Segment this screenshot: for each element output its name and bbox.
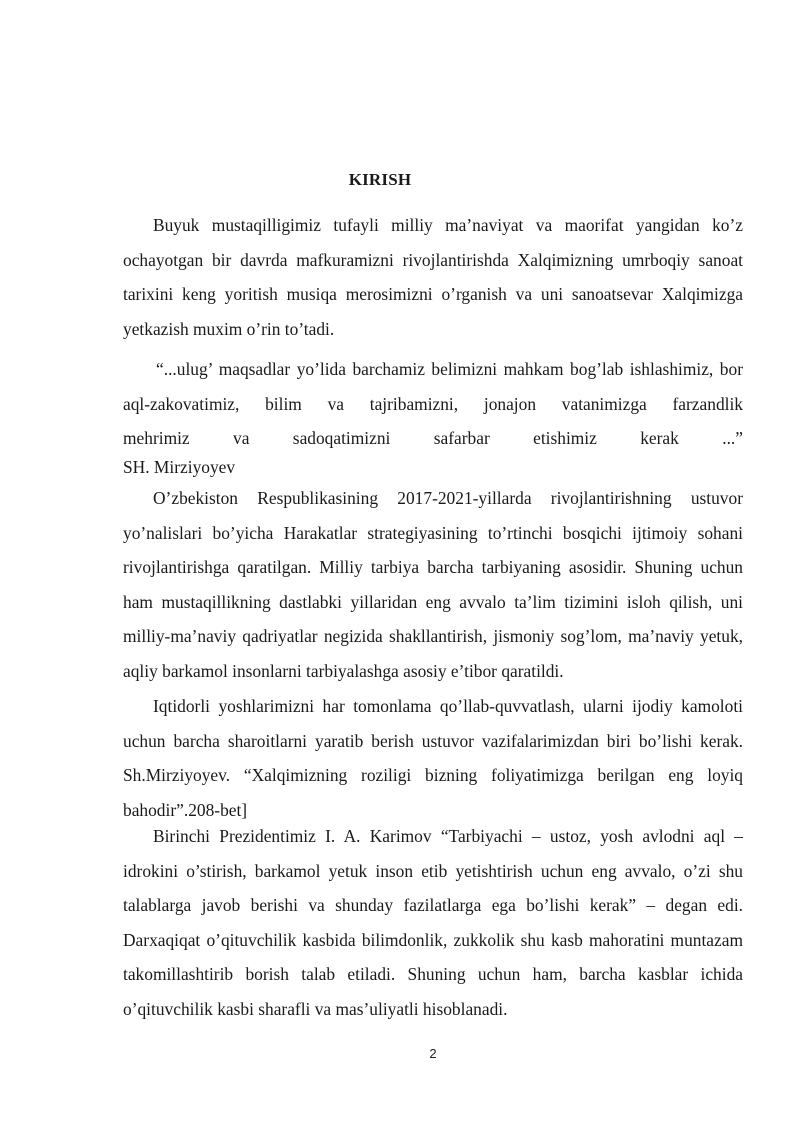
quote-author: SH. Mirziyoyev (123, 457, 236, 477)
paragraph-text: Buyuk mustaqilligimiz tufayli milliy ma’naviyat va maorifat yangidan ko’z ochayotgan bir davrda mafkuramizni rivojlantirishda Xalqimizning umrboqiy sanoat tarixini keng yoritish musiqa merosimizni o’rganish va uni sanoatsevar Xalqimizga yetkazish muxim o’rin to’tadi. (123, 215, 743, 339)
paragraph-strategy (123, 481, 743, 688)
quote-last-line: mehrimiz va sadoqatimizni safarbar etishimiz kerak ...” (123, 428, 743, 448)
paragraph-text: O’zbekiston Respublikasining 2017-2021-yillarda rivojlantirishning ustuvor yo’nalislari bo’yicha Harakatlar strategiyasining to’rtinchi bosqichi ijtimoiy sohani rivojlantirishga qaratilgan. Milliy tarbiya barcha tarbiyaning asosidir. Shuning uchun ham mustaqillikning dastlabki yillaridan eng avvalo ta’lim tizimini isloh qilish, uni milliy-ma’naviy qadriyatlar negizida shakllantirish, jismoniy sog’lom, ma’naviy yetuk, aqliy barkamol insonlarni tarbiyalashga asosiy e’tibor qaratildi. (123, 488, 743, 681)
paragraph-karimov (123, 819, 743, 1026)
page-title: KIRISH (348, 170, 412, 189)
paragraph-text: Birinchi Prezidentimiz I. A. Karimov “Tarbiyachi – ustoz, yosh avlodni aql – idrokini o’stirish, barkamol yetuk inson etib yetishtirish uchun eng avvalo, o’zi shu talablarga javob berishi va shunday fazilatlarga ega bo’lishi kerak” – degan edi. Darxaqiqat o’qituvchilik kasbida bilimdonlik, zukkolik shu kasb mahoratini muntazam takomillashtirib borish talab etiladi. Shuning uchun ham, barcha kasblar ichida o’qituvchilik kasbi sharafli va mas’uliyatli hisoblanadi. (123, 826, 743, 1019)
page-number: 2 (429, 1046, 437, 1061)
quote-paragraph (123, 352, 743, 421)
paragraph-intro (123, 208, 743, 346)
paragraph-text: Iqtidorli yoshlarimizni har tomonlama qo’llab-quvvatlash, ularni ijodiy kamoloti uchun barcha sharoitlarni yaratib berish ustuvor vazifalarimizdan biri bo’lishi kerak. Sh.Mirziyoyev. “Xalqimizning roziligi bizning foliyatimizga berilgan eng loyiq bahodir”.208-bet] (123, 696, 743, 820)
quote-text: “...ulug’ maqsadlar yo’lida barchamiz belimizni mahkam bog’lab ishlashimiz, bor aql-zakovatimiz, bilim va tajribamizni, jonajon vatanimizga farzandlik (123, 359, 743, 414)
paragraph-youth (123, 689, 743, 827)
